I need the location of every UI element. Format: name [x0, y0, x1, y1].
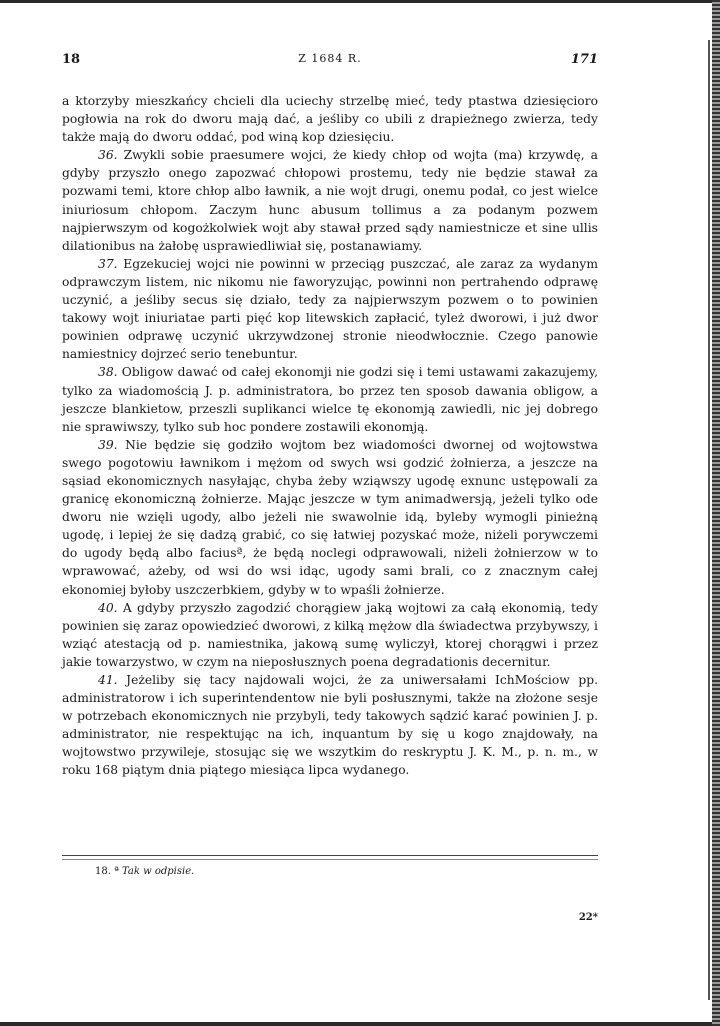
scan-edge-top: [0, 0, 720, 3]
paragraph: [62, 599, 598, 671]
paragraph-number: 37.: [98, 256, 118, 271]
paragraph-text: Egzekuciej wojci nie powinni w przeciąg puszczać, ale zaraz za wydanym odprawczym listem, nic nikomu nie faworyzując, powinni non pertrahendo odprawę uczynić, a jeśliby secus się działo, tedy za najpierwszym pozwem o to powinien takowy wojt iniuriatae parti pięć kop litewskich zapłacić, tyleż dworowi, i już dwor powinien odprawę uczynić ukrzywdzonej stronie nieodwłocznie. Czego panowie namiestnicy dojrzeć serio tenebuntur.: [62, 256, 598, 362]
scan-edge-right: [712, 0, 720, 1026]
running-title: Z 1684 R.: [298, 52, 362, 65]
paragraph: [62, 363, 598, 435]
running-header: [62, 52, 598, 70]
footnote-text: Tak w odpisie.: [122, 866, 195, 877]
page-number: 171: [570, 52, 598, 67]
line-number: 18: [62, 52, 81, 67]
paragraph-number: 41.: [98, 673, 118, 687]
scan-edge-bottom: [0, 1022, 720, 1026]
footnote: [95, 866, 194, 877]
paragraph-text: A gdyby przyszło zagodzić chorągiew jaką wojtowi za całą ekonomią, tedy powinien się zaraz opowiedzieć dworowi, z kilką mężow dla świadectwa przybywszy, i wziąć atestacją od p. namiestnika, jakową sumę wyliczył, ktorej chorągwi i przez jakie towarzystwo, w czym na nieposłusznych poena degradationis decernitur.: [62, 600, 598, 669]
paragraph: [62, 671, 598, 780]
paragraph: [62, 436, 598, 599]
printer-signature: 22*: [578, 912, 598, 923]
paragraph-text: a ktorzyby mieszkańcy chcieli dla uciechy strzelbę mieć, tedy ptastwa dziesięcioro pogłowia na rok do dworu mają dać, a jeśliby co ubili z drapieżnego zwierza, tedy także mają do dworu oddać, pod winą kop dziesięciu.: [62, 94, 598, 145]
paragraph-number: 40.: [98, 600, 118, 615]
footnote-ref: 18. ª: [95, 866, 119, 877]
paragraph-number: 36.: [98, 148, 118, 163]
footnote-rule: [62, 855, 598, 860]
scan-edge-line: [708, 40, 710, 1000]
paragraph-text: Obligow dawać od całej ekonomji nie godzi się i temi ustawami zakazujemy, tylko za wiadomością J. p. administratora, bo przez ten sposob dawania obligow, a jeszcze blankietow, przeszli suplikanci wielce tę ekonomją zawiedli, nic jej dobrego nie sprawiwszy, tylko sub hoc pondere zostawili ekonomją.: [62, 365, 598, 434]
paragraph-number: 38.: [98, 365, 118, 380]
paragraph: [62, 92, 598, 146]
body-text: [62, 92, 598, 780]
paragraph-text: Zwykli sobie praesumere wojci, że kiedy chłop od wojta (ma) krzywdę, a gdyby przyszło onego zapozwać chłopowi prostemu, tedy nie będzie stawał za pozwami temi, ktore chłop albo ławnik, a nie wojt drugi, onemu podał, co jest wielce iniuriosum chłopom. Zaczym hunc abusum tollimus a za podanym pozwem najpierwszym od kogożkolwiek wojt aby stawał przed sądy namiestnicze et sine ullis dilationibus na żałobę usprawiedliwiał się, postanawiamy.: [62, 148, 598, 253]
paragraph-number: 39.: [98, 437, 118, 452]
paragraph: [62, 255, 598, 364]
paragraph-text: Nie będzie się godziło wojtom bez wiadomości dwornej od wojtowstwa swego pogotowiu ławnikom i mężom od swych wsi godzić żołnierza, a jeszcze na sąsiad ekonomicznych nasyłając, chyba żeby wziąwszy ugodę exnunc ustępowali za granicę ekonomiczną żołnierze. Mając jeszcze w tym animadwersją, jeżeli tylko ode dworu nie wzięli ugody, albo jeżeli nie swawolnie idą, byleby wymogli pinieżną ugodę, i lepiej że się dadzą grabić, co się łatwiej pozyskać może, niżeli porywczemi do ugody będą albo faciusª, że będą noclegi odprawowali, niżeli żołnierzow w to wprawować, ażeby, od wsi do wsi idąc, ugody sami brali, co z znacznym całej ekonomiej byłoby uszczerbkiem, gdyby w to wpaśli żołnierze.: [62, 437, 598, 597]
paragraph: [62, 146, 598, 255]
paragraph-text: Jeżeliby się tacy najdowali wojci, że za uniwersałami IchMościow pp. administratorow i ich superintendentow nie byli posłusznymi, także na złożone sesje w potrzebach ekonomicznych nie przybyli, tedy takowych sądzić karać powinien J. p. administrator, nie respektując na ich, inquantum by się u kogo znajdowały, na wojtowstwo przywileje, stosując się we wszytkim do reskryptu J. K. M., p. n. m., w roku 168 piątym dnia piątego miesiąca lipca wydanego.: [62, 673, 598, 778]
